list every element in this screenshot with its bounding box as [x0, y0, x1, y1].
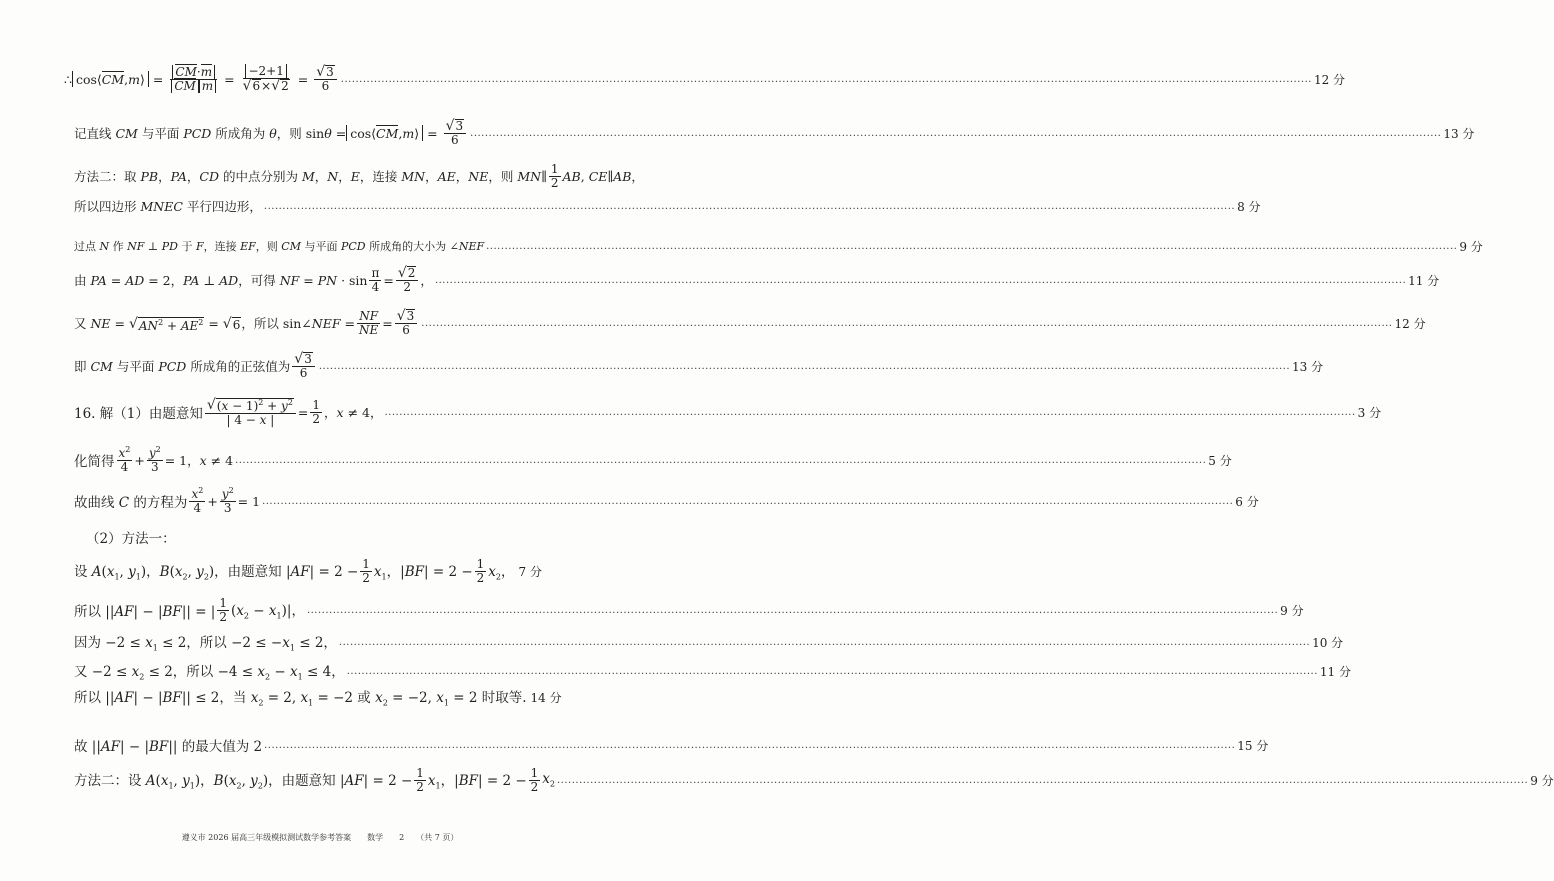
- score: 14 分: [530, 690, 562, 705]
- score: 7 分: [518, 564, 542, 579]
- line-11: 故曲线 C 的方程为 $\frac{x^2}{4}$ + $\frac{y^2}{3}$ = 1 ..... 6 分: [0, 481, 640, 521]
- score: 11 分: [1319, 664, 1351, 679]
- line-16: 又 $-2 \le x_2 \le 2$，所以 $-4 \le x_2 - x_1 \le 4$， ..... 11 分: [0, 651, 640, 691]
- line-17: 所以 ||AF| − |BF|| ≤ 2，当 $x_2 = 2$, $x_1 = -2$ 或 $x_2 = -2$, $x_1 = 2$ 时取等. 14 分: [74, 690, 562, 708]
- line-8: 即 CM 与平面 PCD 所成角的正弦值为 √ 3 6 ..... 13 分: [0, 346, 640, 386]
- line-3: 方法二：取 PB，PA，CD 的中点分别为 M，N，E，连接 MN，AE，NE，则 MN∥ $\frac{1}{2}$ AB, CE∥AB，: [74, 161, 644, 190]
- line-7: 又 NE = √ $AN^2 + AE^2$ = √ 6 ，所以 sin∠NEF = $\frac{NF}{NE}$ = √ 3 6 ..... 12 分: [0, 303, 640, 343]
- line-1: ∴ cos⟨ CM , m ⟩ = $\frac{CM\cdot m}{\text{CM m}}$ = −2+1 √ 6 × √ 2 = √ 3 6 ..... 12 分: [0, 59, 640, 99]
- score: 12 分: [1394, 316, 1426, 331]
- score: 10 分: [1312, 635, 1344, 650]
- line-9: 16. 解（1）由题意知 √ $(x - 1)^2 + y^2$ | 4 − x | = $\frac{1}{2}$ ，x ≠ 4， ..... 3 分: [0, 392, 640, 432]
- line-14: 所以 ||AF| − |BF|| = | $\frac{1}{2}$ $(x_2 - x_1)|$， ..... 9 分: [0, 590, 640, 630]
- line-19: 方法二：设 $A(x_1$, $y_1$)，$B(x_2$, $y_2$)，由题意知 |AF| = 2 − $\frac{1}{2}$ $x_1$，|BF| = 2 − $\frac{1}{2}$ $x_2$ ..... 9 分: [0, 760, 640, 800]
- line-6: 由 PA = AD = 2，PA ⊥ AD，可得 NF = PN · sin $\frac{\pi}{4}$ = √ 2 2 ， ..... 11 分: [0, 260, 640, 300]
- score: 9 分: [1530, 773, 1554, 788]
- line-4: 所以四边形 MNEC 平行四边形， ..... 8 分: [0, 186, 640, 226]
- score: 12 分: [1313, 72, 1346, 87]
- page-footer: 遵义市 2026 届高三年级模拟测试数学参考答案 数学 2 （共 7 页）: [181, 833, 459, 842]
- score: 9 分: [1280, 603, 1304, 618]
- line-15: 因为 $-2 \le x_1 \le 2$，所以 $-2 \le -x_1 \le 2$， ..... 10 分: [0, 622, 640, 662]
- score: 6 分: [1235, 494, 1259, 509]
- line-18: 故 ||AF| − |BF|| 的最大值为 2 ..... 15 分: [0, 725, 640, 765]
- line-10: 化简得 $\frac{x^2}{4}$ + $\frac{y^2}{3}$ = 1，x ≠ 4 ..... 5 分: [0, 440, 640, 480]
- cos-abs: cos⟨ CM , m ⟩: [72, 71, 149, 87]
- line-12: （2）方法一：: [86, 531, 176, 547]
- line-2: 记直线 CM 与平面 PCD 所成角为 θ，则 sinθ = cos⟨ CM , m ⟩ = √ 3 6 ..... 13 分: [0, 113, 640, 153]
- score: 8 分: [1237, 199, 1261, 214]
- score: 3 分: [1357, 405, 1382, 420]
- score: 9 分: [1459, 239, 1483, 254]
- score: 11 分: [1408, 273, 1440, 288]
- line-5: 过点 N 作 NF ⊥ PD 于 F，连接 EF，则 CM 与平面 PCD 所成角的大小为 ∠NEF ..... 9 分: [0, 226, 640, 266]
- leader-dots: [341, 74, 1312, 85]
- score: 15 分: [1237, 738, 1269, 753]
- score: 13 分: [1292, 359, 1324, 374]
- score: 5 分: [1208, 453, 1232, 468]
- line-13: 设 $A(x_1$, $y_1$)，$B(x_2$, $y_2$)，由题意知 |AF| = 2 − $\frac{1}{2}$ $x_1$，|BF| = 2 − $\frac{1}{2}$ $x_2$， 7 分: [74, 556, 542, 585]
- score: 13 分: [1443, 126, 1475, 141]
